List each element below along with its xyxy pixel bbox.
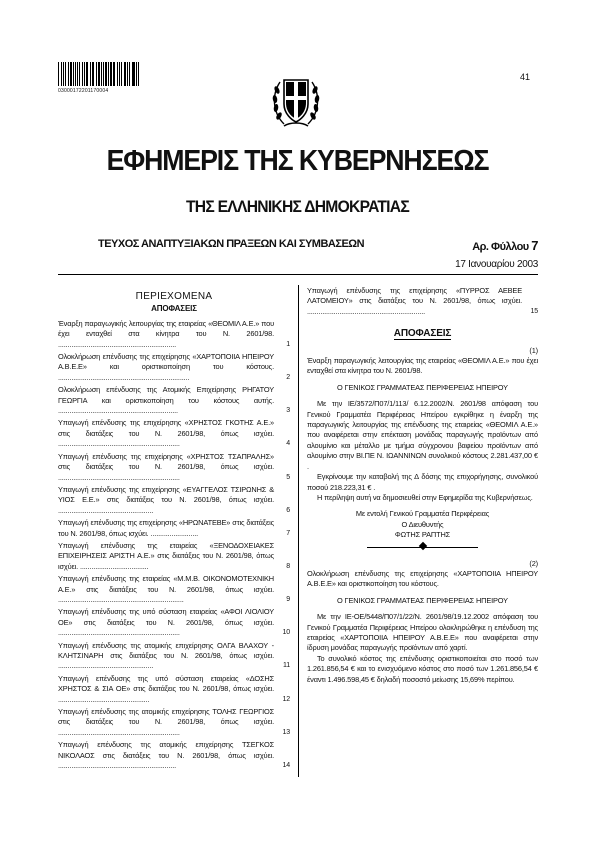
section-heading-text: ΑΠΟΦΑΣΕΙΣ (393, 328, 452, 340)
toc-item-page: 2 (286, 373, 290, 381)
toc-item-text: Υπαγωγή επένδυσης της επιχείρησης «ΗΡΩΝΑΤΕΒΕ» στις διατάξεις του Ν. 2601/98, όπως ισχύει. ......................... (58, 518, 274, 538)
decision-paragraph: Το συνολικό κόστος της επένδυσης οριστικοποιείται στο ποσό των 1.261.856,54 € και το ενισχυόμενο κόστος στο ποσό των 1.261.856,54 € έναντι 1.496.598,45 € δηλαδή ποσοστό μείωσης 15,69% περίπου. (307, 653, 538, 684)
toc-item-text: Υπαγωγή επένδυσης της εταιρείας «ΞΕΝΟΔΟΧΕΙΑΚΕΣ ΕΠΙΧΕΙΡΗΣΕΙΣ ΑΡΙΣΤΗ Α.Ε.» στις διατάξεις του Ν. 2601/98, όπως ισχύει. .................................... (58, 540, 274, 571)
sheet-number (472, 238, 538, 253)
toc-item-page: 11 (283, 662, 290, 670)
toc-item-text: Υπαγωγή επένδυσης της εταιρείας «Μ.Μ.Β. ΟΙΚΟΝΟΜΟΤΕΧΝΙΚΗ Α.Ε.» στις διατάξεις του Ν. 2601/98, όπως ισχύει. .................................................................. (58, 574, 274, 604)
toc-item-page: 5 (286, 473, 290, 481)
toc-item-text: Υπαγωγή επένδυσης της επιχείρησης «ΠΥΡΡΟΣ ΑΕΒΕΕ ΛΑΤΟΜΕΙΟΥ» στις διατάξεις του Ν. 2601/98, όπως ισχύει. .............................................................. (307, 286, 522, 316)
toc-item-text: Έναρξη παραγωγικής λειτουργίας της εταιρείας «ΘΕΟΜΙΛ Α.Ε.» που έχει ενταχθεί στα κίνητρα του Ν. 2601/98. .............................................................. (58, 318, 274, 349)
toc-item (58, 485, 290, 516)
sheet-value: 7 (531, 238, 538, 253)
toc-item-text: Υπαγωγή επένδυσης της ατομικής επιχείρησης ΟΛΓΑ ΒΛΑΧΟΥ - ΚΛΗΤΣΙΝΑΡΗ στις διατάξεις του Ν. 2601/98, όπως ισχύει. .................................................. (58, 640, 274, 671)
signature-line: Με εντολή Γενικού Γραμματέα Περιφέρειας (355, 509, 490, 519)
diamond-divider (367, 542, 478, 552)
toc-item (307, 286, 538, 317)
toc-item (58, 574, 290, 605)
toc-item (58, 352, 290, 383)
page-number: 41 (520, 72, 531, 82)
header-rule (58, 274, 538, 275)
gazette-title: ΕΦΗΜΕΡΙΣ ΤΗΣ ΚΥΒΕΡΝΗΣΕΩΣ (106, 145, 489, 177)
toc-item-page: 1 (286, 340, 290, 348)
toc-item-page: 13 (282, 728, 290, 736)
barcode (58, 62, 140, 86)
decision-authority: Ο ΓΕΝΙΚΟΣ ΓΡΑΜΜΑΤΕΑΣ ΠΕΡΙΦΕΡΕΙΑΣ ΗΠΕΙΡΟΥ (337, 595, 508, 605)
toc-item (58, 319, 290, 350)
toc-item-text: Υπαγωγή επένδυσης της υπό σύσταση εταιρείας «ΑΦΟΙ ΛΙΟΛΙΟΥ ΟΕ» στις διατάξεις του Ν. 2601/98, όπως ισχύει. ................................................................ (58, 607, 274, 638)
signature-title: Ο Διευθυντής (401, 519, 444, 529)
sheet-label: Αρ. Φύλλου (472, 241, 529, 253)
decision-paragraph: Με την ΙΕ/3572/Π07/1/113/ 6.12.2002/Ν. 2601/98 απόφαση του Γενικού Γραμματέα Περιφέρειας Ηπείρου εγκρίθηκε η έναρξη της παραγωγικής λειτουργίας της επένδυσης της εταιρείας «ΘΕΟΜΙΛ Α.Ε.» που αναφέρεται στην επέκταση μονάδας παραγωγής προϊόντων από αλουμίνιο και μέταλλο με τμήμα σύγχρονου βαφείου προϊόντων από αλουμίνιο στην ΒΙ.ΠΕ Ν. ΙΩΑΝΝΙΝΩΝ συνολικού κόστους 2.281.437,00 € . (307, 399, 538, 471)
toc-item-page: 7 (286, 529, 290, 537)
decision-paragraph: Με την ΙΕ-ΟΕ/5448/Π07/1/22/Ν. 2601/98/19.12.2002 απόφαση του Γενικού Γραμματέα Περιφέρειας Ηπείρου ολοκληρώθηκε η επένδυση της εταιρείας «ΧΑΡΤΟΠΟΙΙΑ ΗΠΕΙΡΟΥ Α.Β.Ε.Ε» που αναφέρεται στην ίδρυση μονάδας παραγωγής προϊόντων από χαρτί. (307, 612, 538, 653)
toc-list (58, 319, 290, 772)
toc-item (58, 607, 290, 638)
toc-heading: ΠΕΡΙΕΧΟΜΕΝΑ (135, 291, 213, 302)
gazette-subtitle: ΤΗΣ ΕΛΛΗΝΙΚΗΣ ΔΗΜΟΚΡΑΤΙΑΣ (185, 197, 410, 216)
toc-item (58, 707, 290, 738)
decision-authority: Ο ΓΕΝΙΚΟΣ ΓΡΑΜΜΑΤΕΑΣ ΠΕΡΙΦΕΡΕΙΑΣ ΗΠΕΙΡΟΥ (337, 382, 508, 392)
toc-subheading: ΑΠΟΦΑΣΕΙΣ (151, 304, 197, 314)
toc-item-text: Ολοκλήρωση επένδυσης της επιχείρησης «ΧΑΡΤΟΠΟΙΙΑ ΗΠΕΙΡΟΥ Α.Β.Ε.Ε» και οριστικοποίηση του κόστους. ..................................................................... (58, 352, 274, 382)
decision-number: (2) (529, 558, 538, 568)
toc-item (58, 418, 290, 449)
toc-item-page: 15 (530, 307, 538, 315)
toc-item (58, 541, 290, 572)
toc-item-page: 10 (282, 629, 290, 637)
decision-paragraph: Η περίληψη αυτή να δημοσιευθεί στην Εφημερίδα της Κυβερνήσεως. (317, 492, 533, 502)
toc-item-page: 14 (282, 762, 290, 770)
toc-item-text: Ολοκλήρωση επένδυσης της Ατομικής Επιχείρησης ΡΗΓΑΤΟΥ ΓΕΩΡΓΙΑ και οριστικοποίηση του κόστους αυτής. ............................................................... (58, 385, 274, 416)
toc-item (58, 674, 290, 705)
toc-item-text: Υπαγωγή επένδυσης της ατομικής επιχείρησης ΤΣΕΓΚΟΣ ΝΙΚΟΛΑΟΣ στις διατάξεις του Ν. 2601/98, όπως ισχύει. .............................................................. (58, 740, 274, 771)
issue-type: ΤΕΥΧΟΣ ΑΝΑΠΤΥΞΙΑΚΩΝ ΠΡΑΞΕΩΝ ΚΑΙ ΣΥΜΒΑΣΕΩΝ (98, 238, 365, 250)
toc-item-text: Υπαγωγή επένδυσης της επιχείρησης «ΧΡΗΣΤΟΣ ΤΣΑΠΡΑΛΗΣ» στις διατάξεις του Ν. 2601/98, όπως ισχύει. ................................................................ (58, 451, 274, 482)
decisions-column (307, 286, 538, 685)
toc-item (58, 641, 290, 672)
toc-item-text: Υπαγωγή επένδυσης της ατομικής επιχείρησης ΤΟΛΗΣ ΓΕΩΡΓΙΟΣ στις διατάξεις του Ν. 2601/98, όπως ισχύει. ................................................................ (58, 707, 274, 737)
toc-item-page: 12 (282, 695, 290, 703)
issue-date: 17 Ιανουαρίου 2003 (455, 259, 538, 270)
toc-item-page: 9 (286, 595, 290, 603)
barcode-number: 03000172201170004 (58, 88, 109, 94)
toc-item (58, 740, 290, 771)
toc-item-text: Υπαγωγή επένδυσης της επιχείρησης «ΧΡΗΣΤΟΣ ΓΚΟΤΗΣ Α.Ε.» στις διατάξεις του Ν. 2601/98, όπως ισχύει. ................................................................ (58, 418, 274, 449)
decision-title: Ολοκλήρωση επένδυσης της επιχείρησης «ΧΑΡΤΟΠΟΙΙΑ ΗΠΕΙΡΟΥ Α.Β.Ε.Ε» και οριστικοποίηση του κόστους. (307, 568, 538, 589)
signature-name: ΦΩΤΗΣ ΡΑΠΤΗΣ (394, 530, 451, 540)
toc-item (58, 452, 290, 483)
toc-item (58, 385, 290, 416)
section-heading (307, 329, 538, 339)
toc-item-page: 3 (286, 407, 290, 415)
decision-title: Έναρξη παραγωγικής λειτουργίας της εταιρείας «ΘΕΟΜΙΛ Α.Ε.» που έχει ενταχθεί στα κίνητρα του Ν. 2601/98. (307, 356, 538, 376)
toc-item (58, 518, 290, 539)
toc-item-page: 8 (286, 562, 290, 570)
toc-item-text: Υπαγωγή επένδυσης της επιχείρησης «ΕΥΑΓΓΕΛΟΣ ΤΣΙΡΩΝΗΣ & ΥΙΟΣ Ε.Ε.» στις διατάξεις του Ν. 2601/98, όπως ισχύει. .................................................. (58, 484, 274, 515)
toc-item-page: 6 (286, 506, 290, 514)
decision-paragraph: Εγκρίνουμε την καταβολή της Δ δόσης της επιχορήγησης, συνολικού ποσού 218.223,31 € . (307, 472, 538, 492)
column-divider (298, 285, 299, 777)
toc-item-text: Υπαγωγή επένδυσης της υπό σύσταση εταιρείας «ΔΟΣΗΣ ΧΡΗΣΤΟΣ & ΣΙΑ ΟΕ» στις διατάξεις του Ν. 2601/98, όπως ισχύει. ................................................ (58, 673, 274, 704)
coat-of-arms-icon (270, 66, 322, 132)
decision-number: (1) (529, 345, 538, 355)
toc-column (58, 286, 290, 773)
toc-item-page: 4 (286, 440, 290, 448)
